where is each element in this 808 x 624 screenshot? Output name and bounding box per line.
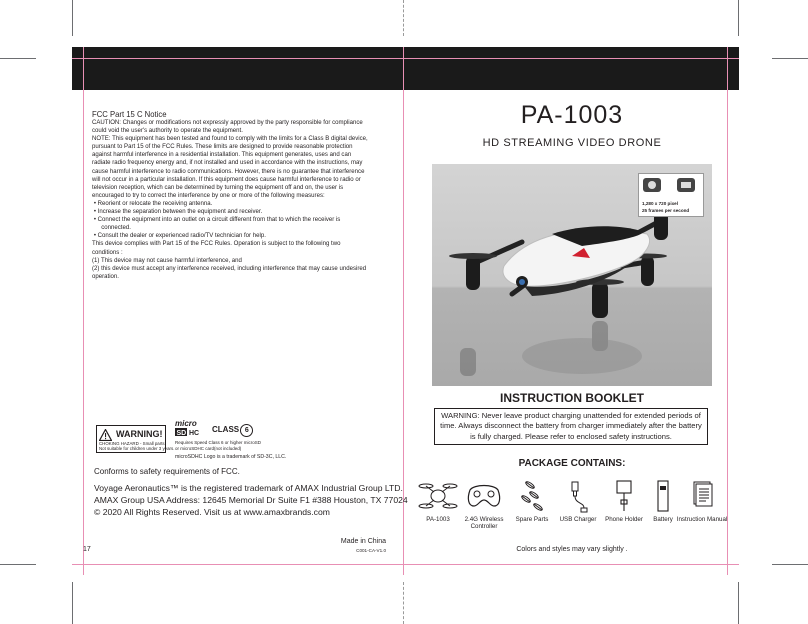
warning-triangle-icon: [99, 429, 112, 441]
drone-photo: [432, 164, 712, 386]
svg-text:SD: SD: [176, 430, 187, 437]
fcc-bullet: • Reorient or relocate the receiving antenna.: [93, 199, 213, 207]
svg-text:micro: micro: [175, 419, 197, 428]
fcc-paragraph: (2) this device must accept any interference received, including interference that may cause undesired operation.: [92, 264, 367, 280]
fcc-bullet: • Increase the separation between the equipment and receiver.: [93, 208, 263, 216]
package-item-label: PA-1003: [426, 516, 450, 523]
package-item-label: 2.4G Wireless Controller: [464, 516, 504, 531]
speed-class-note: Requires Speed Class 6 or higher microSD or microSDHC card(not included): [175, 440, 262, 451]
fold-line: [403, 0, 404, 36]
class-number-badge: 6: [240, 424, 253, 437]
crop-mark: [738, 582, 739, 624]
package-title: PACKAGE CONTAINS:: [518, 458, 626, 469]
fcc-paragraph: CAUTION: Changes or modifications not expressly approved by the party responsible for compliance could void the user's authority to operate the equipment.: [92, 119, 363, 135]
svg-text:HC: HC: [189, 430, 200, 437]
product-subtitle: HD STREAMING VIDEO DRONE: [482, 137, 662, 149]
microsd-trademark: microSDHC Logo is a trademark of SD-3C, LLC.: [175, 454, 287, 460]
crop-mark: [772, 564, 808, 565]
camera-badge: [638, 173, 704, 217]
crop-mark: [0, 58, 36, 59]
class-speed-logo: [212, 424, 253, 437]
manual-icon: [682, 478, 722, 514]
trademark-line: Voyage Aeronautics™ is the registered trademark of AMAX Industrial Group LTD.: [94, 483, 403, 493]
page-number: 17: [83, 546, 91, 553]
microsd-logo: [175, 418, 205, 438]
fcc-paragraph: This device complies with Part 15 of the FCC Rules. Operation is subject to the following two conditions :: [92, 240, 341, 256]
warning-label-line: CHOKING HAZARD - Small parts.: [99, 441, 166, 446]
camera-resolution: 1,280 x 720 pixel: [642, 201, 679, 206]
crop-mark: [772, 58, 808, 59]
controller-icon: [464, 478, 504, 514]
package-item-label: Instruction Manual: [676, 516, 728, 523]
fcc-notice: [92, 109, 368, 281]
crop-mark: [72, 582, 73, 624]
fcc-conformity: Conforms to safety requirements of FCC.: [94, 467, 240, 476]
package-item-label: Phone Holder: [605, 516, 643, 523]
colors-note: Colors and styles may vary slightly .: [516, 546, 628, 553]
camera-icon: [643, 178, 661, 192]
crop-mark: [72, 0, 73, 36]
trim-line: [83, 47, 84, 575]
camera-framerate: 25 frames per second: [642, 208, 690, 213]
crop-mark: [738, 0, 739, 36]
package-item-label: Spare Parts: [515, 516, 549, 523]
fold-line: [403, 582, 404, 624]
fcc-paragraph: (1) This device may not cause harmful interference, and: [92, 256, 242, 264]
fcc-bullet: • Connect the equipment into an outlet on a circuit different from that to which the receiver is connected.: [93, 216, 341, 232]
fcc-heading: FCC Part 15 C Notice: [92, 109, 167, 119]
package-item: [670, 478, 734, 523]
model-title: PA-1003: [520, 101, 624, 129]
warning-label-title: WARNING!: [116, 429, 163, 439]
fcc-bullet: • Consult the dealer or experienced radio/TV technician for help.: [93, 232, 266, 240]
crop-mark: [0, 564, 36, 565]
booklet-title: INSTRUCTION BOOKLET: [500, 391, 644, 405]
made-in-china: Made in China: [340, 538, 386, 545]
warning-label-line: Not suitable for children under 3 years.: [99, 446, 175, 451]
choking-warning-label: [96, 425, 175, 453]
fcc-paragraph: NOTE: This equipment has been tested and found to comply with the limits for a Class B digital device, pursuant to Part 15 of the FCC Rules. These limits are designed to provide reasonable protection against harmful interference in a residential installation. This equipment generates, uses and can radiate radio frequency energy and, if not installed and used in accordance with the instructions, may cause harmful interference to radio communications. However, there is no guarantee that interference will not occur in a particular installation. If this equipment does cause harmful interference to radio or television reception, which can be determined by turning the equipment off and on, the user is encouraged to try to correct the interference by one or more of the following measures:: [92, 135, 368, 199]
trim-line: [72, 58, 739, 59]
class-logo-text: CLASS: [212, 425, 240, 434]
charging-warning: WARNING: Never leave product charging unattended for extended periods of time. Always disconnect the battery from charger immediately after the battery is fully charged. Please refer to enclosed safety instructions.: [434, 408, 708, 445]
header-band: [72, 47, 739, 90]
package-item-label: Battery: [653, 516, 673, 523]
package-item-label: USB Charger: [559, 516, 597, 523]
trim-line: [72, 564, 739, 565]
address-line: AMAX Group USA Address: 12645 Memorial Dr Suite F1 #388 Houston, TX 77024: [94, 495, 408, 505]
product-code: C001-CA-V1.0: [356, 548, 386, 553]
copyright-line: © 2020 All Rights Reserved. Visit us at www.amaxbrands.com: [94, 507, 330, 517]
video-icon: [677, 178, 695, 192]
